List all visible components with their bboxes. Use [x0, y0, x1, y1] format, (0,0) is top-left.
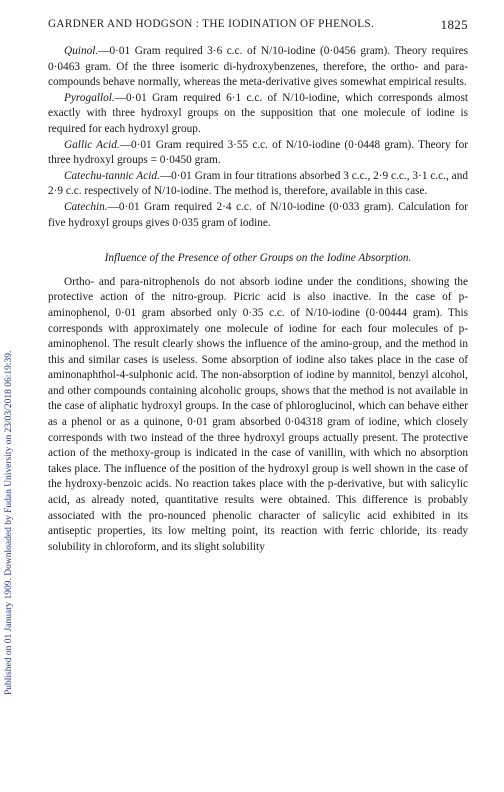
page-number: 1825 [440, 17, 468, 32]
paragraph-text: —0·01 Gram required 3·6 c.c. of N/10-iodine (0·0456 gram). Theory requires 0·0463 gram. Of the three isomeric di-hydroxybenzenes, therefore, the ortho- and para-compounds behave normally, whereas the meta-derivative gives somewhat empirical results. [48, 45, 468, 89]
download-stamp [4, 55, 18, 705]
spacer [48, 267, 468, 275]
paragraph-gallic-acid [48, 138, 468, 169]
compound-name: Catechu-tannic Acid. [64, 169, 160, 182]
compound-name: Catechin. [64, 200, 108, 213]
section-heading: Influence of the Presence of other Groups on the Iodine Absorption. [104, 252, 412, 265]
paragraph-quinol [48, 44, 468, 91]
paragraph-pyrogallol [48, 91, 468, 138]
spacer [48, 231, 468, 251]
paragraph-catechin [48, 200, 468, 231]
paragraph-text: —0·01 Gram required 2·4 c.c. of N/10-iodine (0·033 gram). Calculation for five hydroxyl groups gives 0·035 gram of iodine. [48, 200, 468, 229]
download-stamp-text: Published on 01 January 1909. Downloaded by Fudan University on 23/03/2018 06:19:39. [4, 350, 14, 695]
compound-name: Gallic Acid. [64, 138, 120, 151]
paragraph-text: —0·01 Gram required 6·1 c.c. of N/10-iodine, which corresponds almost exactly with three hydroxyl groups on the supposition that one molecule of iodine is required for each hydroxyl group. [48, 91, 468, 135]
paragraph-text: —0·01 Gram in four titrations absorbed 3 c.c., 2·9 c.c., 3·1 c.c., and 2·9 c.c. respectively of N/10-iodine. The method is, therefore, available in this case. [48, 169, 468, 198]
running-header [48, 18, 468, 36]
paragraph-text: —0·01 Gram required 3·55 c.c. of N/10-iodine (0·0448 gram). Theory for three hydroxyl groups = 0·0450 gram. [48, 138, 468, 167]
compound-name: Pyrogallol. [64, 91, 115, 104]
running-title: GARDNER AND HODGSON : THE IODINATION OF PHENOLS. [48, 18, 375, 30]
article-body [48, 44, 468, 555]
compound-name: Quinol. [64, 45, 99, 57]
paragraph-catechu-tannic-acid [48, 169, 468, 200]
paragraph-influence: Ortho- and para-nitrophenols do not absorb iodine under the conditions, showing the protective action of the nitro-group. Picric acid is also inactive. In the case of p-aminophenol, 0·01 gram absorbed only 0·35 c.c. of N/10-iodine (0·00444 gram). This corresponds with approximately one molecule of iodine for each four molecules of p-aminophenol. The result clearly shows the influence of the amino-group, and the method in this and similar cases is useless. Some absorption of iodine also takes place in the case of aminonaphthol-4-sulphonic acid. The non-absorption of iodine by mannitol, benzyl alcohol, and other compounds containing alcoholic groups, shows that the method is not available in the case of aliphatic hydroxyl groups. In the case of phloroglucinol, which can behave either as a phenol or as a quinone, 0·01 gram absorbed 0·04318 gram of iodine, which closely corresponds with two instead of the three hydroxyl groups actually present. The protective action of the methoxy-group is indicated in the case of vanillin, with which no absorption takes place. The influence of the position of the hydroxyl group is well shown in the case of the hydroxy-benzoic acids. No reaction takes place with the p-derivative, but with salicylic acid, as already noted, quantitative results were obtained. This difference is probably associated with the pro-nounced phenolic character of salicylic acid exhibited in its antiseptic properties, its low melting point, its reaction with ferric chloride, its ready solubility in chloroform, and its slight solubility [48, 275, 468, 553]
